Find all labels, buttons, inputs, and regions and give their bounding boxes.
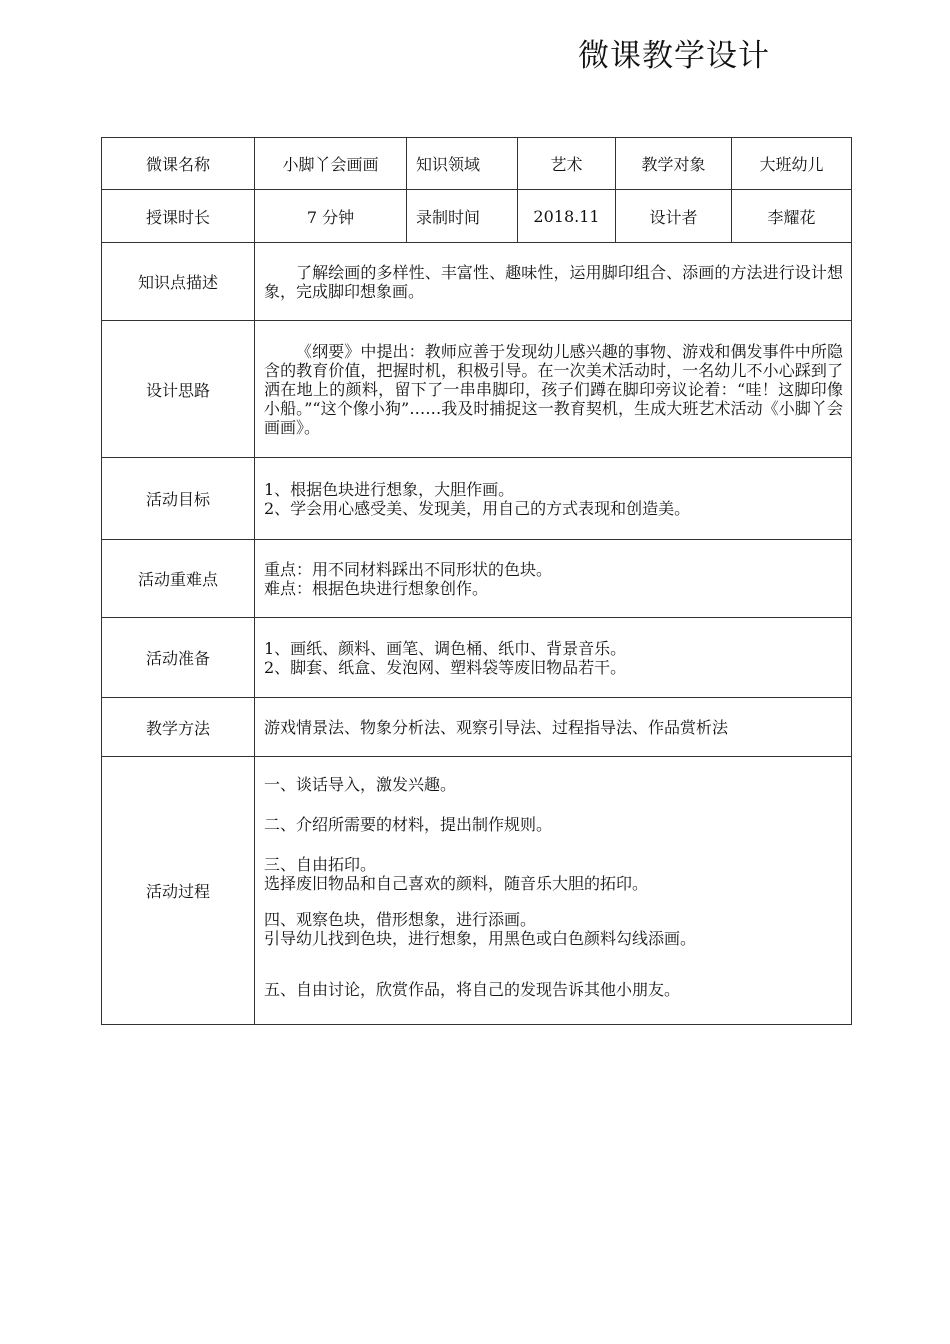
duration-label: 授课时长 [102, 190, 255, 243]
teaching-target-label: 教学对象 [616, 138, 732, 190]
process-step: 三、自由拓印。 [264, 855, 377, 874]
table-row [102, 618, 852, 698]
designer-value: 李耀花 [732, 190, 852, 243]
table-row [102, 321, 852, 458]
table-row [102, 138, 852, 190]
methods-text: 游戏情景法、物象分析法、观察引导法、过程指导法、作品赏析法 [255, 698, 852, 757]
knowledge-text: 了解绘画的多样性、丰富性、趣味性，运用脚印组合、添画的方法进行设计想象，完成脚印想象画。 [255, 243, 852, 321]
design-idea-text: 《纲要》中提出：教师应善于发现幼儿感兴趣的事物、游戏和偶发事件中所隐含的教育价值，把握时机，积极引导。在一次美术活动时，一名幼儿不小心踩到了洒在地上的颜料，留下了一串串脚印，孩子们蹲在脚印旁议论着：“哇！这脚印像小船。”“这个像小狗”……我及时捕捉这一教育契机，生成大班艺术活动《小脚丫会画画》。 [255, 321, 852, 458]
key-points-content [255, 540, 852, 618]
lesson-design-table [101, 137, 852, 1025]
list-item: 难点：根据色块进行想象创作。 [264, 578, 489, 598]
knowledge-label: 知识点描述 [102, 243, 255, 321]
process-step: 五、自由讨论，欣赏作品，将自己的发现告诉其他小朋友。 [264, 980, 681, 999]
record-time-value: 2018.11 [518, 190, 616, 243]
goals-content [255, 458, 852, 540]
preparation-content [255, 618, 852, 698]
course-name-label: 微课名称 [102, 138, 255, 190]
list-item: 1、画纸、颜料、画笔、调色桶、纸巾、背景音乐。 [264, 638, 627, 658]
list-item: 重点：用不同材料踩出不同形状的色块。 [264, 559, 553, 579]
table-row [102, 458, 852, 540]
key-points-label: 活动重难点 [102, 540, 255, 618]
process-content [255, 757, 852, 1025]
preparation-label: 活动准备 [102, 618, 255, 698]
process-step: 引导幼儿找到色块，进行想象，用黑色或白色颜料勾线添画。 [264, 929, 697, 948]
course-name-value: 小脚丫会画画 [255, 138, 407, 190]
process-step: 一、谈话导入，激发兴趣。 [264, 775, 457, 794]
design-idea-label: 设计思路 [102, 321, 255, 458]
document-title: 微课教学设计 [578, 38, 770, 74]
table-row [102, 243, 852, 321]
table-row [102, 540, 852, 618]
process-step: 二、介绍所需要的材料，提出制作规则。 [264, 815, 553, 834]
methods-label: 教学方法 [102, 698, 255, 757]
process-step: 选择废旧物品和自己喜欢的颜料，随音乐大胆的拓印。 [264, 874, 649, 893]
record-time-label: 录制时间 [407, 190, 518, 243]
table-row [102, 698, 852, 757]
table-row [102, 190, 852, 243]
list-item: 2、学会用心感受美、发现美，用自己的方式表现和创造美。 [264, 498, 691, 518]
knowledge-field-label: 知识领域 [407, 138, 518, 190]
designer-label: 设计者 [616, 190, 732, 243]
goals-label: 活动目标 [102, 458, 255, 540]
table-row [102, 757, 852, 1025]
process-label: 活动过程 [102, 757, 255, 1025]
knowledge-field-value: 艺术 [518, 138, 616, 190]
duration-value: 7 分钟 [255, 190, 407, 243]
teaching-target-value: 大班幼儿 [732, 138, 852, 190]
list-item: 2、脚套、纸盒、发泡网、塑料袋等废旧物品若干。 [264, 657, 627, 677]
process-step: 四、观察色块，借形想象，进行添画。 [264, 910, 537, 929]
list-item: 1、根据色块进行想象，大胆作画。 [264, 479, 515, 499]
